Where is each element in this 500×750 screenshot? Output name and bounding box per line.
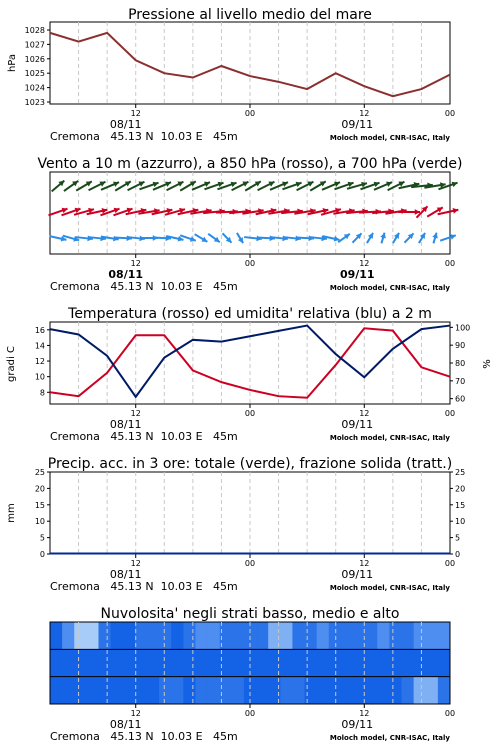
cloud-cell [402,677,415,705]
cloud-cell [62,622,75,650]
credit-label: Moloch model, CNR-ISAC, Italy [329,134,450,142]
y-tick-label-right: 25 [455,468,466,477]
y-tick-label: 16 [34,325,45,335]
cloud-cover-chart [50,606,455,743]
cloud-cell [98,649,111,677]
hour-tick-label: 12 [130,709,141,718]
date-label: 08/11 [109,718,142,731]
wind-arrow [380,233,386,244]
cloud-cell [256,677,269,705]
location-label: Cremona 45.13 N 10.03 E 45m [50,430,238,443]
cloud-cell [377,677,390,705]
cloud-cell [183,622,196,650]
hour-tick-label: 00 [444,709,456,718]
hour-tick-label: 12 [130,109,141,118]
precipitation-chart [6,456,465,593]
y-tick-label: 1025 [24,69,45,79]
cloud-cell [147,649,160,677]
cloud-cell [389,649,402,677]
cloud-cell [292,622,305,650]
cloud-cell [171,677,184,705]
cloud-cell [147,677,160,705]
cloud-cell [74,649,87,677]
cloud-cell [329,677,342,705]
wind-arrow [405,233,414,242]
y-tick-label: 1028 [24,26,45,35]
cloud-cell [317,649,330,677]
cloud-cell [389,622,402,650]
hour-tick-label: 12 [359,409,370,418]
wind-arrow [223,233,232,242]
cloud-cell [438,677,451,705]
cloud-cell [317,622,330,650]
cloud-cell [195,649,208,677]
wind-arrow [419,233,425,243]
cloud-cell [414,677,427,705]
wind-arrow [180,235,196,241]
cloud-cell [232,649,245,677]
cloud-cell [208,677,221,705]
cloud-cell [123,622,136,650]
y-tick-label: 10 [34,517,45,527]
location-label: Cremona 45.13 N 10.03 E 45m [50,280,238,293]
y-tick-label: 15 [34,500,45,510]
location-label: Cremona 45.13 N 10.03 E 45m [50,130,238,143]
cloud-cell [135,649,148,677]
cloud-cell [341,649,354,677]
chart-title: Nuvolosita' negli strati basso, medio e alto [100,606,400,622]
cloud-cell [135,622,148,650]
panel-frame [50,322,450,404]
cloud-cell [438,622,451,650]
y-tick-label: 1023 [24,98,45,107]
cloud-cell [74,677,87,705]
cloud-cell [208,622,221,650]
cloud-cell [438,649,451,677]
cloud-cell [208,649,221,677]
y-tick-label: 1027 [24,40,45,50]
y-tick-label-right: 0 [455,550,461,559]
cloud-cell [183,649,196,677]
cloud-cell [280,622,293,650]
chart-title: Pressione al livello medio del mare [128,7,372,23]
cloud-cell [280,677,293,705]
cloud-cell [195,677,208,705]
cloud-cell [123,649,136,677]
wind-arrow [393,233,399,243]
y-tick-label-right: 60 [455,394,466,404]
cloud-cell [402,622,415,650]
chart-title: Temperatura (rosso) ed umidita' relativa (blu) a 2 m [68,306,432,322]
y-tick-label: 8 [39,388,45,398]
hour-tick-label: 12 [130,559,141,568]
credit-label: Moloch model, CNR-ISAC, Italy [329,284,450,292]
y-tick-label-right: 5 [455,533,461,543]
y-tick-label-right: 70 [455,376,466,386]
panel-frame [50,472,450,554]
date-label: 09/11 [341,718,374,731]
temperature-humidity-chart [6,306,493,443]
cloud-cell [98,622,111,650]
date-label: 08/11 [109,568,142,581]
cloud-cell [74,622,87,650]
hour-tick-label: 00 [244,259,256,268]
hour-tick-label: 12 [359,259,370,268]
cloud-cell [86,649,99,677]
cloud-cell [50,622,63,650]
hour-tick-label: 12 [130,259,141,268]
cloud-cell [86,677,99,705]
y-tick-label: 1024 [24,83,45,93]
y-tick-label: 25 [34,468,45,477]
y-tick-label-right: 80 [455,359,466,368]
y-axis-label: mm [6,503,17,523]
date-label: 09/11 [341,568,374,581]
cloud-cell [171,649,184,677]
cloud-cell [377,649,390,677]
date-label: 08/11 [109,118,142,131]
wind-arrow [353,233,362,242]
cloud-cell [50,649,63,677]
cloud-cell [305,649,318,677]
cloud-cell [232,677,245,705]
y-tick-label: 12 [34,357,45,367]
wind-chart [37,156,462,293]
cloud-cell [123,677,136,705]
cloud-cell [305,677,318,705]
y-tick-label: 1026 [24,54,45,64]
wind-arrow [64,181,78,191]
pressure-chart [7,7,455,143]
y-tick-label: 10 [34,372,45,382]
cloud-cell [98,677,111,705]
cloud-cell [414,649,427,677]
hour-tick-label: 00 [244,709,256,718]
cloud-cell [171,622,184,650]
hour-tick-label: 12 [359,109,370,118]
y-tick-label-right: 20 [455,484,466,494]
cloud-cell [365,677,378,705]
cloud-cell [159,622,172,650]
cloud-cell [232,622,245,650]
cloud-cell [50,677,63,705]
hour-tick-label: 00 [244,409,256,418]
cloud-cell [256,649,269,677]
cloud-cell [353,622,366,650]
y-tick-label-right: 10 [455,517,466,527]
cloud-cell [256,622,269,650]
cloud-cell [280,649,293,677]
cloud-cell [341,677,354,705]
hour-tick-label: 00 [444,259,456,268]
credit-label: Moloch model, CNR-ISAC, Italy [329,434,450,442]
location-label: Cremona 45.13 N 10.03 E 45m [50,580,238,593]
cloud-cell [62,677,75,705]
location-label: Cremona 45.13 N 10.03 E 45m [50,730,238,743]
cloud-cell [414,622,427,650]
hour-tick-label: 12 [359,709,370,718]
wind-arrow [367,233,373,243]
cloud-cell [86,622,99,650]
hour-tick-label: 00 [244,559,256,568]
cloud-cell [353,649,366,677]
cloud-cell [111,649,124,677]
wind-arrow [52,181,65,192]
cloud-cell [377,622,390,650]
cloud-cell [353,677,366,705]
chart-title: Precip. acc. in 3 ore: totale (verde), frazione solida (tratt.) [47,456,453,472]
date-label: 09/11 [341,118,374,131]
cloud-cell [329,649,342,677]
y-tick-label-right: 90 [455,341,466,351]
wind-arrow [432,233,438,244]
hour-tick-label: 00 [444,409,456,418]
cloud-cell [195,622,208,650]
wind-arrow [195,234,208,242]
y-axis-label: hPa [7,53,18,73]
hour-tick-label: 00 [444,109,456,118]
cloud-cell [159,677,172,705]
cloud-cell [62,649,75,677]
y-tick-label: 14 [34,341,45,351]
date-label: 08/11 [109,418,142,431]
y-tick-label: 0 [39,550,45,559]
cloud-cell [111,622,124,650]
cloud-cell [426,622,439,650]
cloud-cell [292,649,305,677]
y-tick-label-right: 15 [455,500,466,510]
cloud-cell [365,622,378,650]
hour-tick-label: 12 [130,409,141,418]
date-label: 09/11 [341,418,374,431]
cloud-cell [305,622,318,650]
credit-label: Moloch model, CNR-ISAC, Italy [329,734,450,742]
y-tick-label-right: 100 [455,323,471,333]
cloud-cell [317,677,330,705]
date-label: 08/11 [108,268,144,281]
chart-title: Vento a 10 m (azzurro), a 850 hPa (rosso), a 700 hPa (verde) [37,156,463,172]
credit-label: Moloch model, CNR-ISAC, Italy [329,584,450,592]
cloud-cell [402,649,415,677]
cloud-cell [147,622,160,650]
cloud-cell [341,622,354,650]
date-label: 09/11 [339,268,375,281]
wind-arrow [237,233,243,243]
cloud-cell [426,649,439,677]
y-tick-label: 20 [34,484,45,494]
wind-arrow [338,234,350,242]
hour-tick-label: 12 [359,559,370,568]
cloud-cell [111,677,124,705]
cloud-cell [365,649,378,677]
wind-arrow [427,207,443,216]
cloud-cell [426,677,439,705]
cloud-cell [292,677,305,705]
cloud-cell [183,677,196,705]
wind-arrow [440,234,456,240]
cloud-cell [159,649,172,677]
y-tick-label: 5 [39,533,45,543]
y-axis-label-right: % [482,359,493,369]
hour-tick-label: 00 [444,559,456,568]
y-axis-label: gradi C [6,346,17,382]
cloud-cell [135,677,148,705]
cloud-cell [329,622,342,650]
cloud-cell [389,677,402,705]
hour-tick-label: 00 [244,109,256,118]
wind-arrow [208,234,220,242]
